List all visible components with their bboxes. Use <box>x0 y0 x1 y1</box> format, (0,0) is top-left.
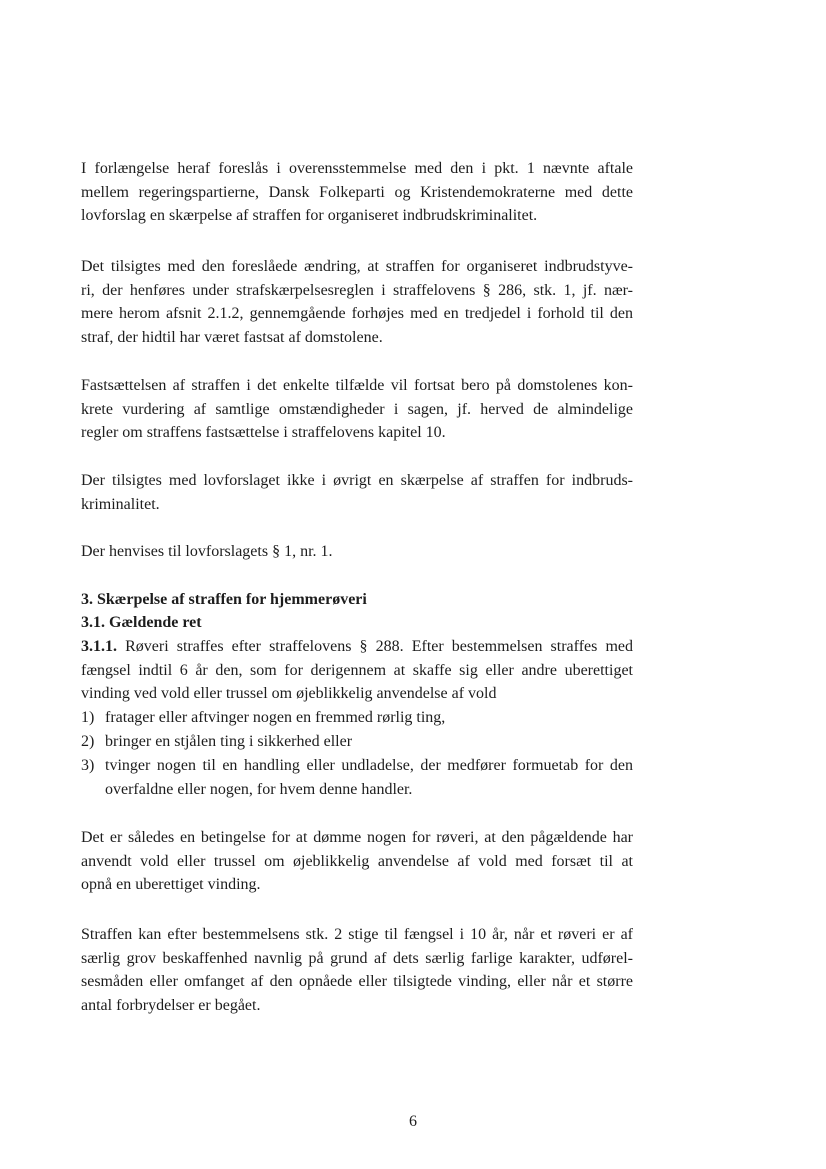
text-line-rest: Røveri straffes efter straffelovens § 288. Efter bestemmelsen straffes med <box>125 638 634 655</box>
list-text: fratager eller aftvinger nogen en fremmed rørlig ting, <box>105 709 446 726</box>
text-line: særlig grov beskaffenhed navnlig på grund af dets særlig farlige karakter, udførel- <box>81 949 633 967</box>
text-line: antal forbrydelser er begået. <box>81 996 261 1014</box>
paragraph-agreement <box>81 157 633 228</box>
list-text <box>105 754 633 801</box>
text-line: mellem regeringspartierne, Dansk Folkeparti og Kristendemokraterne med dette <box>81 183 633 201</box>
section-heading-3: 3. Skærpelse af straffen for hjemmerøveri <box>81 591 367 608</box>
text-line: Fastsættelsen af straffen i det enkelte tilfælde vil fortsat bero på domstolenes kon- <box>81 377 633 394</box>
text-line: Det tilsigtes med den foreslåede ændring, at straffen for organiseret indbrudstyve- <box>81 258 633 275</box>
text-line <box>81 635 633 659</box>
text-line: sesmåden eller omfanget af den opnåede eller tilsigtede vinding, eller når et større <box>81 973 633 991</box>
list-number: 3) <box>81 757 95 774</box>
paragraph-reference <box>81 540 633 564</box>
section-heading-3-1: 3.1. Gældende ret <box>81 614 202 631</box>
paragraph-robbery-law <box>81 635 633 706</box>
list-number: 1) <box>81 709 95 726</box>
text-line: Der henvises til lovforslagets § 1, nr. 1. <box>81 543 333 560</box>
text-line: krete vurdering af samtlige omstændigheder i sagen, jf. herved de almindelige <box>81 400 633 418</box>
list-text: bringer en stjålen ting i sikkerhed eller <box>105 733 353 750</box>
text-line: regler om straffens fastsættelse i straffelovens kapitel 10. <box>81 424 446 442</box>
text-line: fængsel indtil 6 år den, som for derigennem at skaffe sig eller andre uberettiget <box>81 661 633 679</box>
paragraph-no-further-tightening <box>81 469 633 516</box>
text-line: tvinger nogen til en handling eller undladelse, der medfører formuetab for den <box>105 757 633 774</box>
text-line: vinding ved vold eller trussel om øjeblikkelig anvendelse af vold <box>81 685 497 703</box>
subsection-number: 3.1.1. <box>81 638 117 655</box>
text-line: overfaldne eller nogen, for hvem denne handler. <box>105 780 413 798</box>
paragraph-aggravated <box>81 923 633 1017</box>
text-line: opnå en uberettiget vinding. <box>81 876 261 894</box>
paragraph-sentencing <box>81 374 633 445</box>
text-line: kriminalitet. <box>81 495 160 513</box>
text-line: lovforslag en skærpelse af straffen for organiseret indbrudskriminalitet. <box>81 207 538 225</box>
text-line: Straffen kan efter bestemmelsens stk. 2 stige til fængsel i 10 år, når et røveri er af <box>81 926 633 943</box>
text-line: ri, der henføres under strafskærpelsesreglen i straffelovens § 286, stk. 1, jf. nær- <box>81 281 633 299</box>
text-line: straf, der hidtil har været fastsat af domstolene. <box>81 328 383 346</box>
page-number: 6 <box>409 1113 417 1130</box>
text-line: anvendt vold eller trussel om øjeblikkelig anvendelse af vold med forsæt til at <box>81 852 633 870</box>
paragraph-condition <box>81 826 633 897</box>
text-line: I forlængelse heraf foreslås i overensstemmelse med den i pkt. 1 nævnte aftale <box>81 160 633 177</box>
list-number: 2) <box>81 733 95 750</box>
list-item <box>81 754 633 802</box>
paragraph-intended-change <box>81 255 633 349</box>
text-line: Det er således en betingelse for at dømme nogen for røveri, at den pågældende har <box>81 829 633 846</box>
text-line: Der tilsigtes med lovforslaget ikke i øvrigt en skærpelse af straffen for indbruds- <box>81 472 633 489</box>
text-line: mere herom afsnit 2.1.2, gennemgående forhøjes med en tredjedel i forhold til den <box>81 305 633 323</box>
